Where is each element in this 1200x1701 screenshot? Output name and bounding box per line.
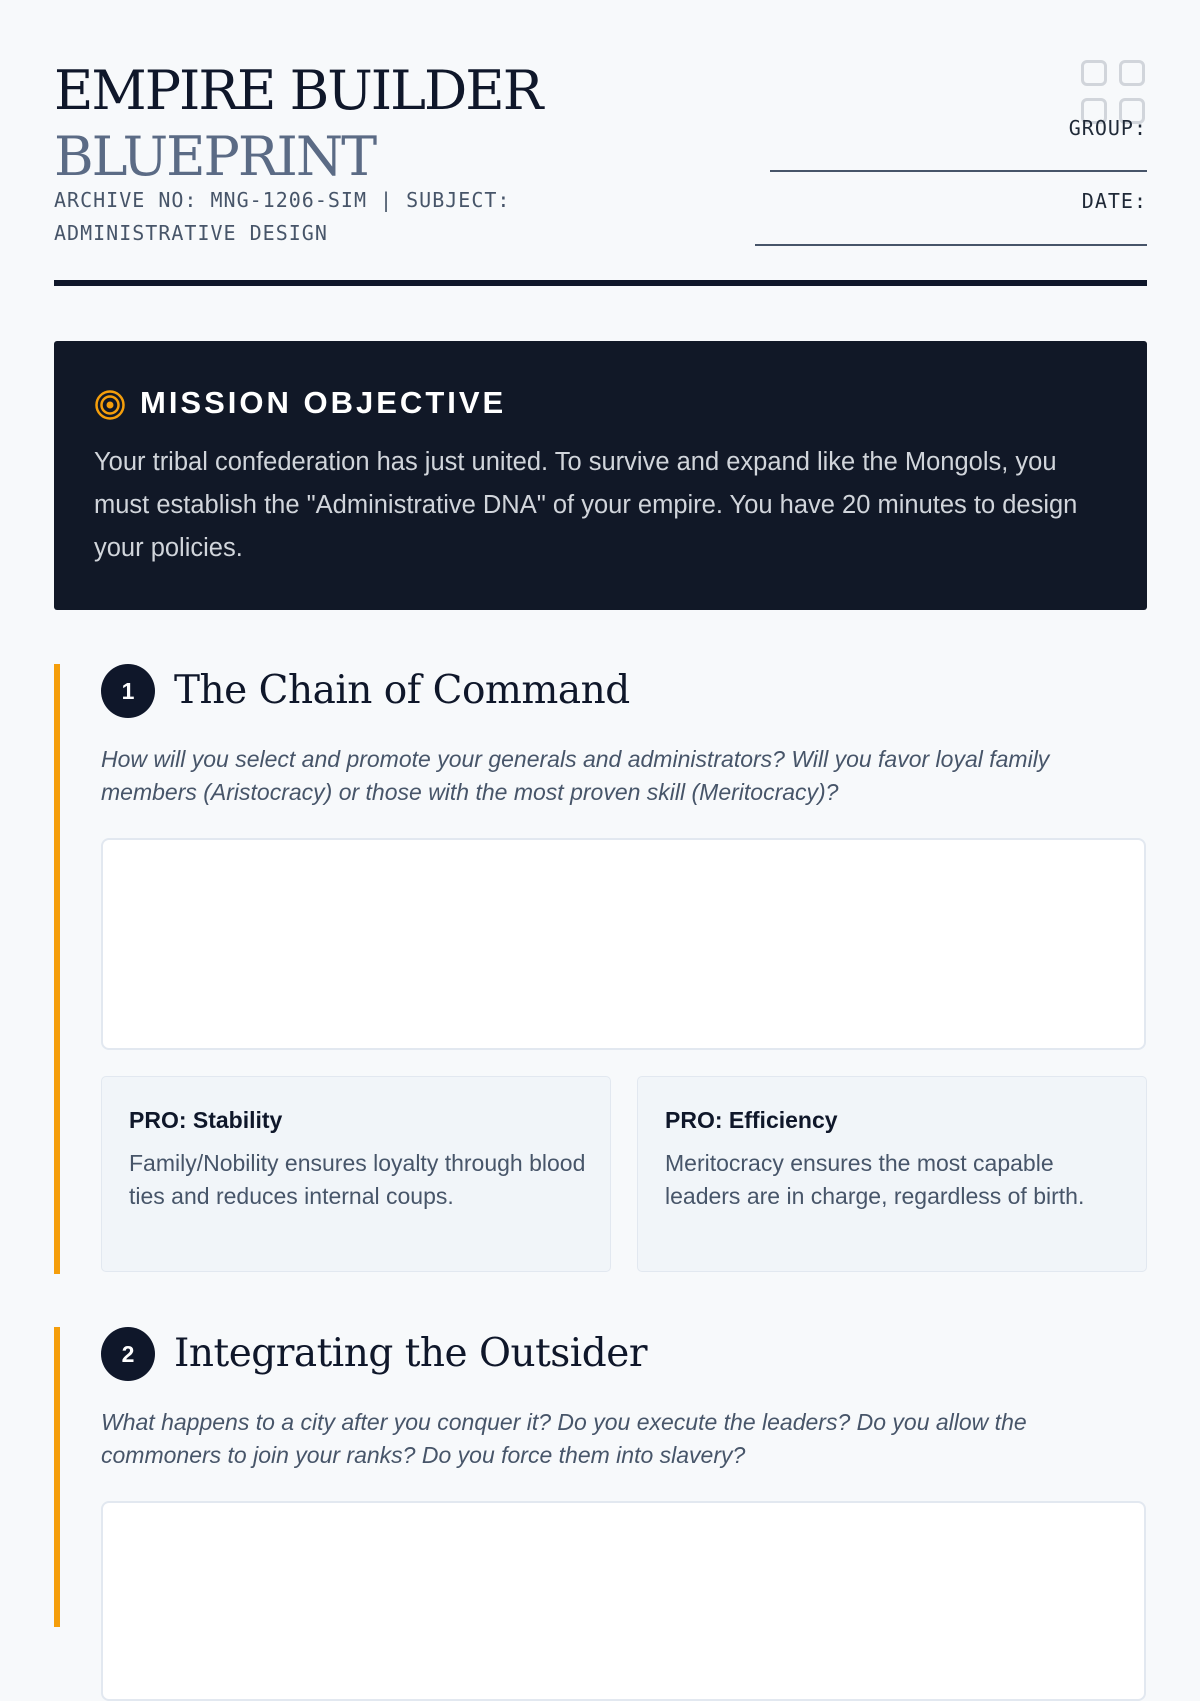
date-field-line[interactable] — [755, 244, 1147, 246]
page-header — [54, 58, 1147, 286]
date-label: DATE: — [1081, 189, 1147, 213]
pro-card-title: PRO: Stability — [129, 1107, 283, 1133]
section-chain-of-command — [54, 664, 1147, 1274]
answer-input-box[interactable] — [101, 838, 1146, 1050]
section-accent-bar — [54, 664, 60, 1274]
section-prompt: How will you select and promote your generals and administrators? Will you favor loyal family members (Aristocracy) or those with the most proven skill (Meritocracy)? — [101, 746, 1050, 805]
page-title-line-2: BLUEPRINT — [54, 125, 376, 188]
mission-objective-panel — [54, 341, 1147, 610]
pro-card-text: Family/Nobility ensures loyalty through blood ties and reduces internal coups. — [129, 1150, 586, 1209]
section-integrating-outsider — [54, 1327, 1147, 1627]
group-label: GROUP: — [1068, 116, 1147, 140]
section-title: Integrating the Outsider — [174, 1331, 647, 1376]
group-field-line[interactable] — [770, 170, 1147, 172]
pro-card-title: PRO: Efficiency — [665, 1107, 838, 1133]
pro-card-stability — [101, 1076, 611, 1272]
section-number-badge: 2 — [101, 1327, 155, 1381]
header-divider — [54, 280, 1147, 286]
answer-input-box[interactable] — [101, 1501, 1146, 1701]
mission-text: Your tribal confederation has just united. To survive and expand like the Mongols, you must establish the "Administrative DNA" of your empire. You have 20 minutes to design your policies. — [94, 448, 1078, 562]
section-accent-bar — [54, 1327, 60, 1627]
pro-card-efficiency — [637, 1076, 1147, 1272]
section-number-badge: 1 — [101, 664, 155, 718]
mission-title: MISSION OBJECTIVE — [140, 385, 507, 420]
pro-card-text: Meritocracy ensures the most capable leaders are in charge, regardless of birth. — [665, 1150, 1085, 1209]
section-title: The Chain of Command — [174, 668, 630, 713]
page-title-line-1: EMPIRE BUILDER — [54, 59, 542, 122]
section-prompt: What happens to a city after you conquer it? Do you execute the leaders? Do you allow the commoners to join your ranks? Do you force them into slavery? — [101, 1409, 1027, 1468]
archive-info: ARCHIVE NO: MNG-1206-SIM | SUBJECT: ADMINISTRATIVE DESIGN — [54, 188, 511, 245]
target-icon — [94, 389, 126, 421]
worksheet-page — [54, 0, 1147, 1600]
grid-icon-cell — [1119, 60, 1145, 86]
grid-icon-cell — [1081, 60, 1107, 86]
